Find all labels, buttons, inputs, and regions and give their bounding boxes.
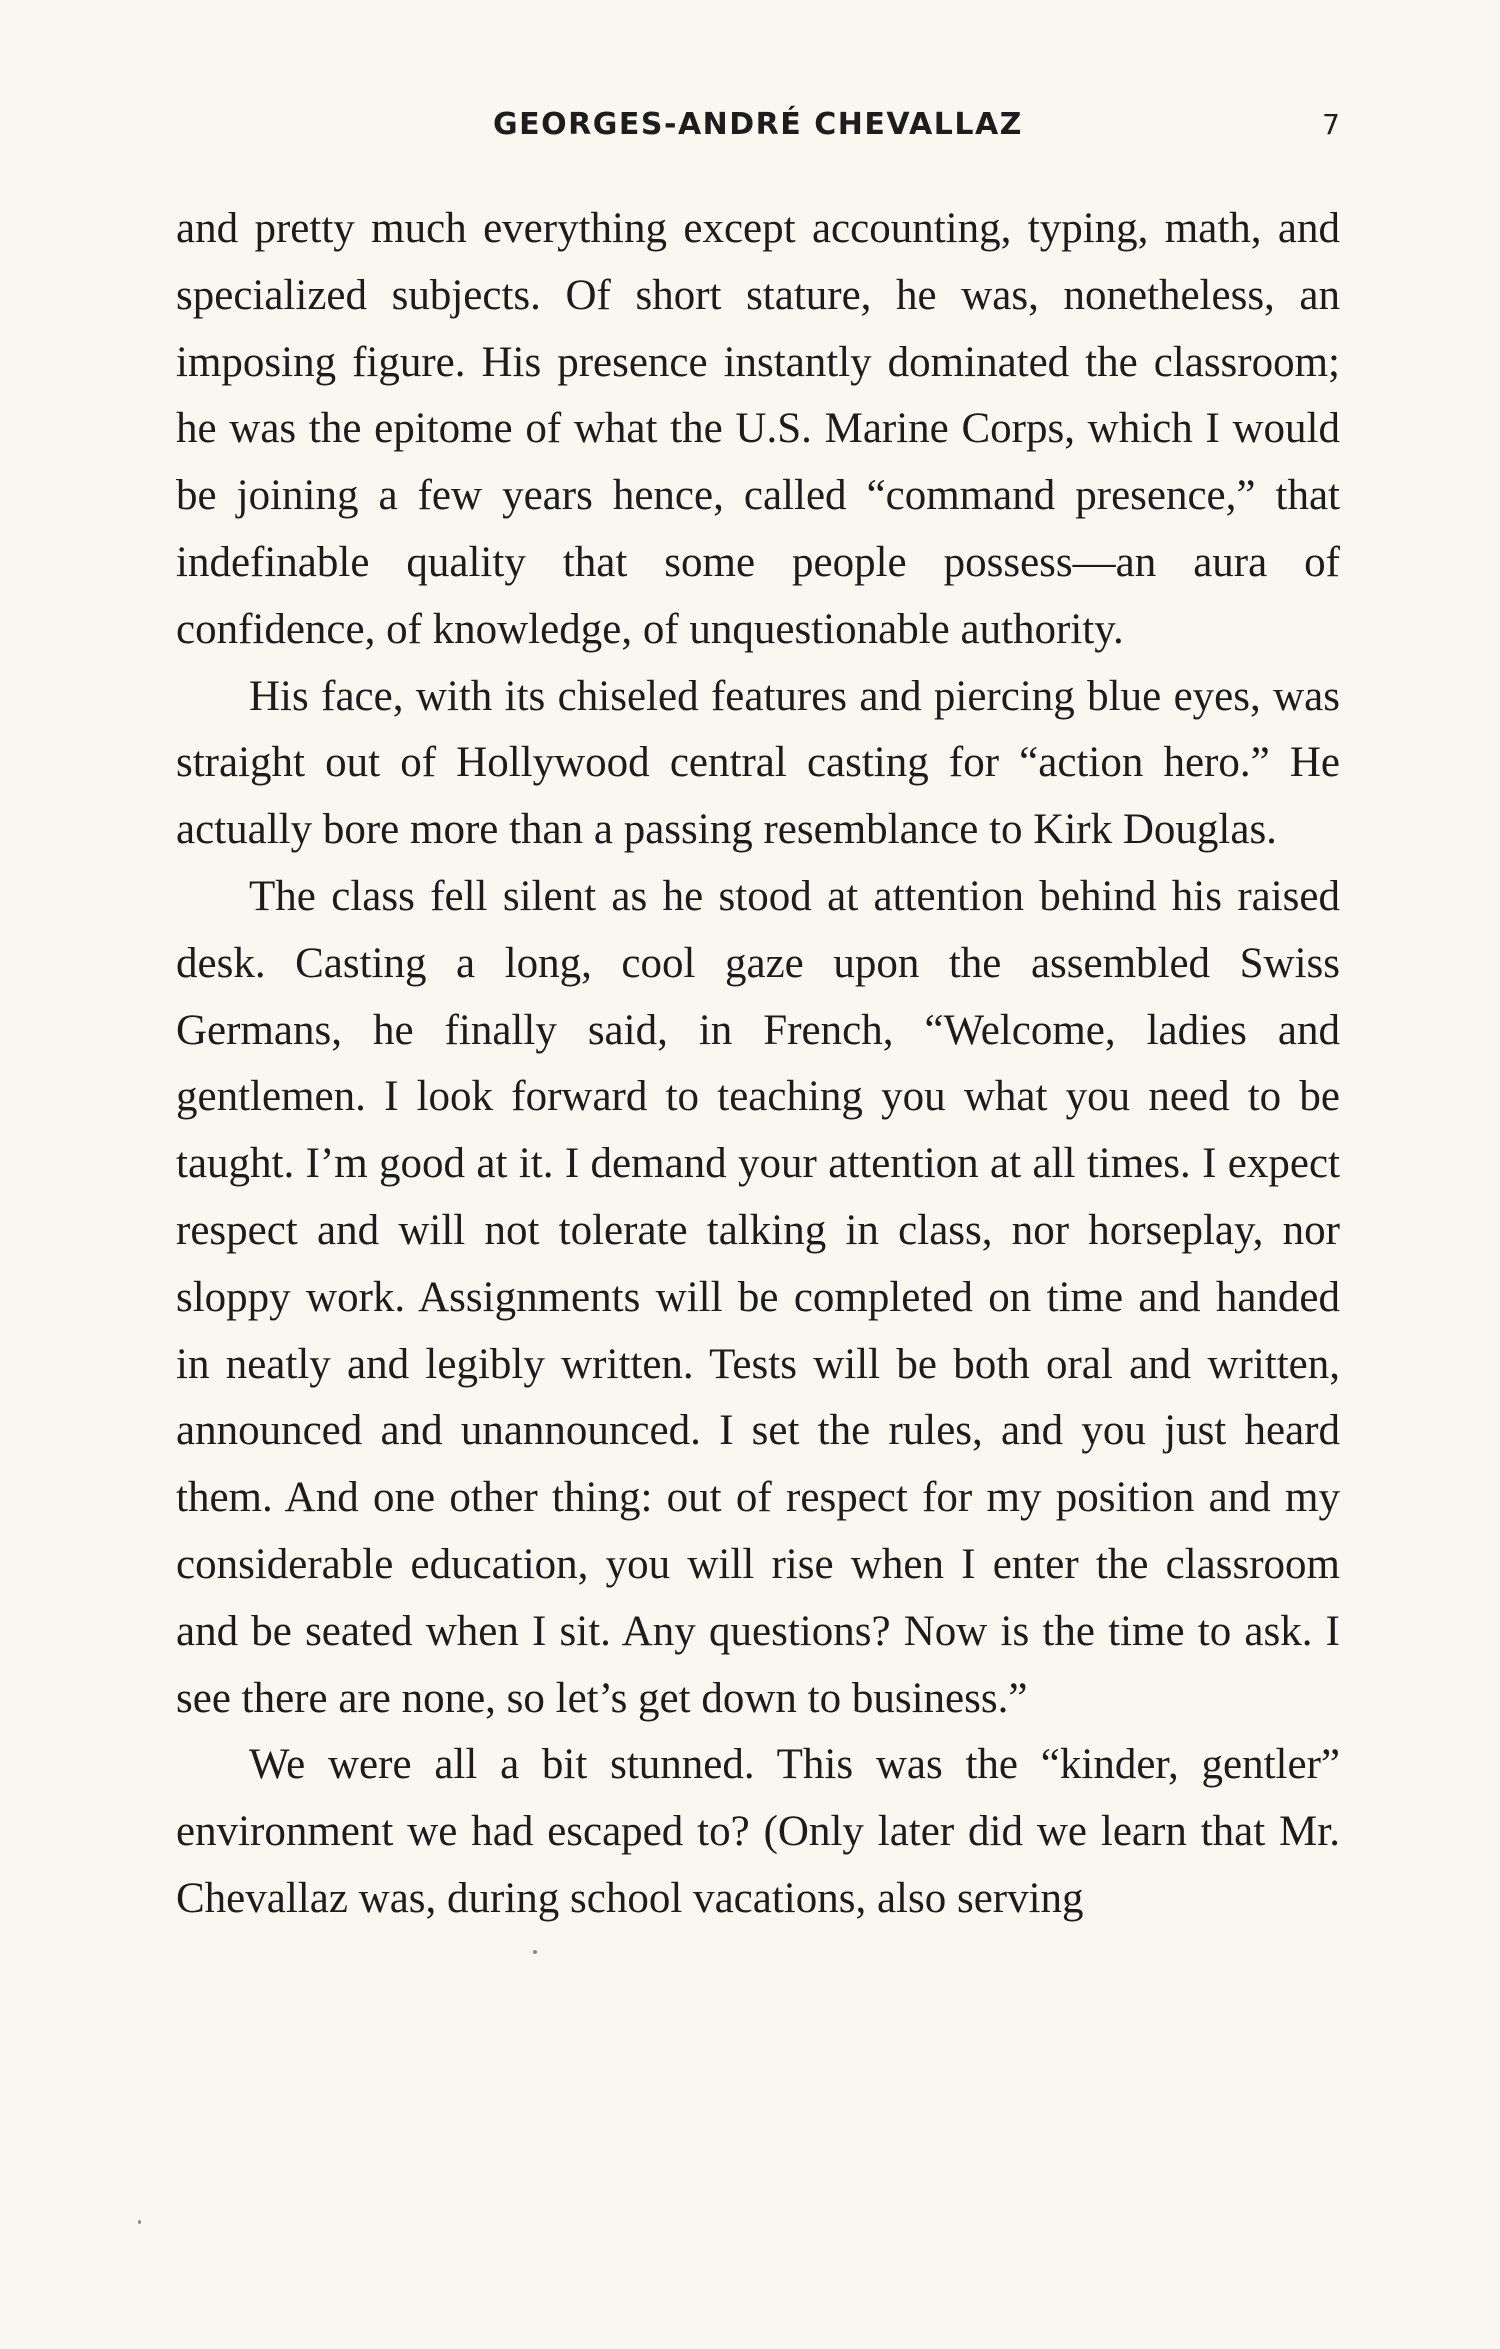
paragraph-continuation: and pretty much everything except accounting, typing, math, and specialized subjects. Of short stature, he was, nonetheless, an imposing figure. His presence instantly dominated the classroom; he was the epitome of what the U.S. Marine Corps, which I would be joining a few years hence, called “command presence,” that indefinable quality that some people possess—an aura of confidence, of knowledge, of unquestionable authority.: [176, 205, 1340, 653]
page-number: 7: [1322, 108, 1340, 141]
scan-speck: [138, 2220, 141, 2224]
body-text: [176, 196, 1340, 1933]
running-title: GEORGES-ANDRÉ CHEVALLAZ: [493, 107, 1023, 142]
paragraph: We were all a bit stunned. This was the “kinder, gentler” environment we had escaped to? (Only later did we learn that Mr. Chevallaz was, during school vacations, also serving: [176, 1741, 1340, 1922]
paragraph: The class fell silent as he stood at attention behind his raised desk. Casting a long, cool gaze upon the assembled Swiss Germans, he finally said, in French, “Welcome, ladies and gentlemen. I look forward to teaching you what you need to be taught. I’m good at it. I demand your attention at all times. I expect respect and will not tolerate talking in class, nor horseplay, nor sloppy work. Assignments will be completed on time and handed in neatly and legibly written. Tests will be both oral and written, announced and unannounced. I set the rules, and you just heard them. And one other thing: out of respect for my position and my considerable education, you will rise when I enter the classroom and be seated when I sit. Any questions? Now is the time to ask. I see there are none, so let’s get down to business.”: [176, 872, 1340, 1722]
paragraph: His face, with its chiseled features and piercing blue eyes, was straight out of Hollywood central casting for “action hero.” He actually bore more than a passing resemblance to Kirk Douglas.: [176, 672, 1340, 854]
running-head: [176, 100, 1340, 150]
scan-speck: [533, 1950, 537, 1954]
